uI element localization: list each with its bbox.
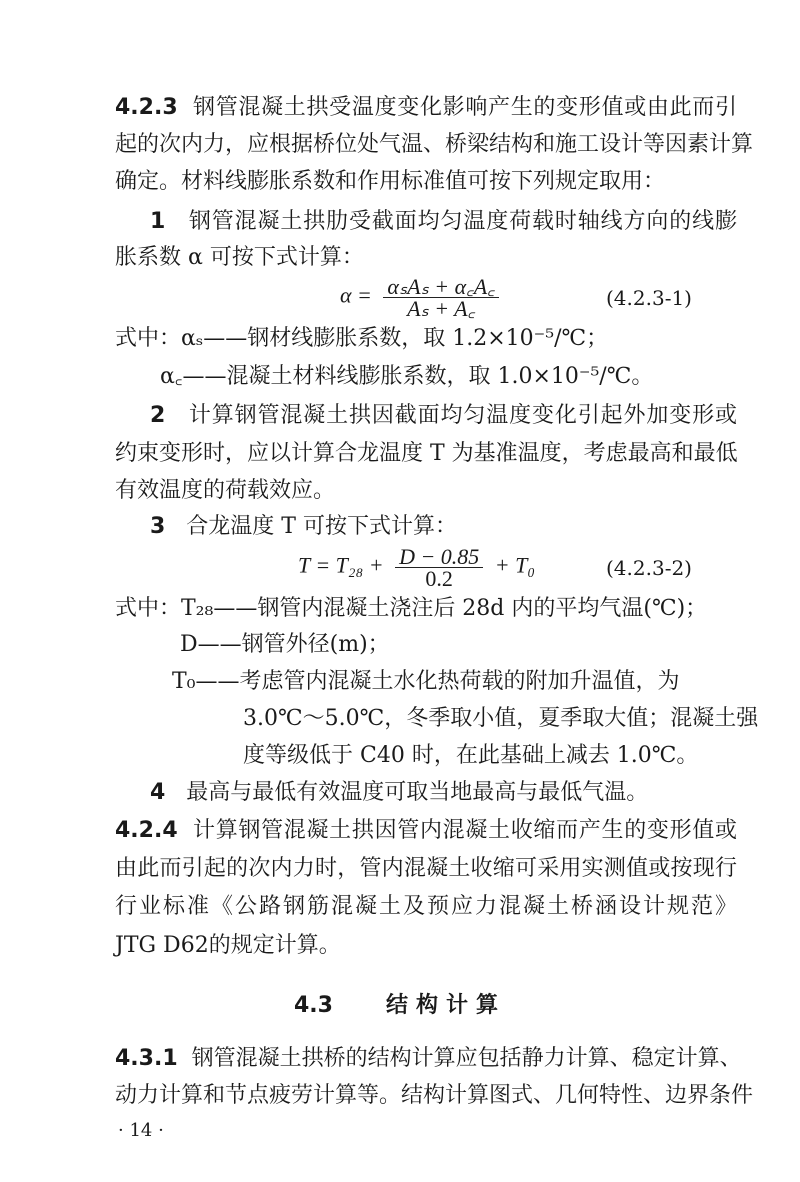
- section-heading: [0, 988, 800, 1019]
- where-1-line-2: α꜀——混凝土材料线膨胀系数，取 1.0×10⁻⁵/℃。: [160, 364, 654, 389]
- text: 钢管混凝土拱桥的结构计算应包括静力计算、稳定计算、: [191, 1046, 742, 1071]
- eq-numerator: D − 0.85: [395, 546, 483, 568]
- item-2-line-3: 有效温度的荷载效应。: [115, 478, 336, 503]
- item-2-line-1: [150, 403, 737, 429]
- eq-lhs: T = T₂₈ +: [298, 552, 384, 578]
- equation-label: (4.2.3-2): [606, 556, 692, 580]
- text: 钢管混凝土拱肋受截面均匀温度荷载时轴线方向的线膨: [188, 209, 737, 234]
- text: 计算钢管混凝土拱因截面均匀温度变化引起外加变形或: [188, 403, 737, 428]
- where-2-line-5: 度等级低于 C40 时，在此基础上减去 1.0℃。: [243, 743, 699, 768]
- clause-number: 4.2.4: [115, 818, 178, 843]
- clause-4-3-1-line-2: 动力计算和节点疲劳计算等。结构计算图式、几何特性、边界条件: [115, 1083, 754, 1108]
- clause-4-2-3-line-1: [115, 95, 737, 121]
- item-number: 2: [150, 403, 166, 428]
- equation-4-2-3-2: [298, 546, 535, 589]
- where-2-line-4: 3.0℃～5.0℃，冬季取小值，夏季取大值；混凝土强: [243, 706, 759, 731]
- eq-denominator: Aₛ + A꜀: [407, 296, 476, 321]
- equation-label: (4.2.3-1): [606, 286, 692, 310]
- clause-4-3-1-line-1: [115, 1046, 742, 1072]
- clause-4-2-3-line-2: 起的次内力，应根据桥位处气温、桥梁结构和施工设计等因素计算: [115, 132, 754, 157]
- text: 计算钢管混凝土拱因管内混凝土收缩而产生的变形值或: [193, 818, 737, 843]
- item-number: 1: [150, 209, 166, 234]
- text: 合龙温度 T 可按下式计算：: [186, 514, 457, 539]
- clause-4-2-4-line-2: 由此而引起的次内力时，管内混凝土收缩可采用实测值或按现行: [115, 856, 737, 881]
- section-title: 结构计算: [385, 993, 506, 1018]
- eq-denominator: 0.2: [425, 566, 453, 591]
- eq-lhs: α =: [340, 282, 372, 308]
- item-1-line-1: [150, 209, 737, 235]
- item-4-line-1: [150, 780, 737, 806]
- item-2-line-2: 约束变形时，应以计算合龙温度 T 为基准温度，考虑最高和最低: [115, 441, 738, 466]
- clause-number: 4.3.1: [115, 1046, 178, 1071]
- section-number: 4.3: [294, 993, 333, 1018]
- page-number: · 14 ·: [118, 1120, 164, 1141]
- where-1-line-1: 式中：αₛ——钢材线膨胀系数，取 1.2×10⁻⁵/℃；: [115, 326, 609, 351]
- where-2-line-2: D——钢管外径(m)；: [180, 632, 390, 657]
- text: 钢管混凝土拱受温度变化影响产生的变形值或由此而引: [193, 95, 737, 120]
- text: 最高与最低有效温度可取当地最高与最低气温。: [186, 780, 649, 805]
- clause-4-2-4-line-4: JTG D62的规定计算。: [115, 933, 341, 958]
- clause-4-2-4-line-3: 行业标准《公路钢筋混凝土及预应力混凝土桥涵设计规范》: [115, 894, 737, 919]
- item-1-line-2: 胀系数 α 可按下式计算：: [115, 245, 364, 270]
- eq-numerator: αₛAₛ + α꜀A꜀: [383, 276, 498, 298]
- item-number: 4: [150, 780, 166, 805]
- clause-4-2-4-line-1: [115, 818, 737, 844]
- clause-4-2-3-line-3: 确定。材料线膨胀系数和作用标准值可按下列规定取用：: [115, 169, 666, 194]
- where-2-line-3: T₀——考虑管内混凝土水化热荷载的附加升温值，为: [172, 669, 680, 694]
- eq-rhs: + T₀: [494, 552, 536, 578]
- item-3-line-1: [150, 514, 737, 540]
- item-number: 3: [150, 514, 166, 539]
- where-2-line-1: 式中：T₂₈——钢管内混凝土浇注后 28d 内的平均气温(℃)；: [115, 596, 708, 621]
- clause-number: 4.2.3: [115, 95, 178, 120]
- equation-4-2-3-1: [340, 276, 505, 319]
